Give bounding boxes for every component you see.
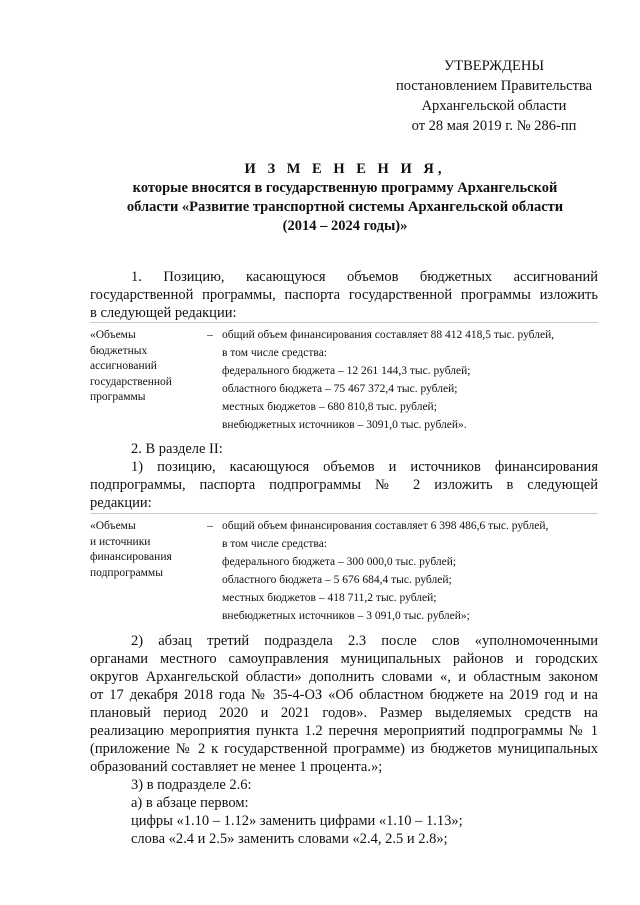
item3-line1: цифры «1.10 – 1.12» заменить цифрами «1.10 – 1.13»; (131, 813, 463, 829)
paragraph-line: 1. Позицию, касающуюся объемов бюджетных ассигнований (131, 269, 598, 285)
paragraph-line: (приложение № 2 к государственной программе) из бюджетов муниципальных (90, 741, 598, 757)
paragraph-line: в следующей редакции: (90, 305, 237, 321)
section2-title: 2. В разделе II: (131, 441, 223, 457)
paragraph-line: государственной программы, паспорта государственной программы изложить (90, 287, 598, 303)
table1-dash: – (207, 329, 213, 341)
table1-left-line: «Объемы (90, 329, 136, 341)
approval-line: постановлением Правительства (395, 78, 593, 94)
table2-left-line: подпрограммы (90, 566, 163, 579)
table2-right-line: областного бюджета – 5 676 684,4 тыс. рублей; (222, 574, 452, 586)
approval-line: Архангельской области (421, 98, 567, 114)
item3-title: 3) в подразделе 2.6: (131, 777, 252, 793)
paragraph-line: округов Архангельской области» дополнить словами «, и областным законом (90, 669, 598, 685)
document-heading (90, 160, 600, 236)
approval-line: от 28 мая 2019 г. № 286-пп (411, 118, 577, 134)
heading-line: области «Развитие транспортной системы Архангельской области (126, 199, 564, 215)
table2-funding (90, 519, 598, 627)
table1-funding (90, 328, 598, 436)
table2-left-line: и источники (90, 535, 151, 548)
table2-right-line: внебюджетных источников – 3 091,0 тыс. рублей»; (222, 610, 470, 622)
paragraph-line: подпрограммы, паспорта подпрограммы № 2 изложить в следующей (90, 477, 598, 493)
table2-right-cell (222, 519, 598, 627)
table1-left-line: государственной (90, 375, 172, 388)
paragraph-line: 2) абзац третий подраздела 2.3 после слов «уполномоченными (131, 633, 598, 649)
table1-top-rule (90, 322, 598, 323)
paragraph-line: образований составляет не менее 1 процента.»; (90, 759, 383, 775)
table1-right-line: областного бюджета – 75 467 372,4 тыс. рублей; (222, 383, 458, 395)
table2-right-line: в том числе средства: (222, 538, 327, 550)
table1-right-line: местных бюджетов – 680 810,8 тыс. рублей; (222, 401, 437, 413)
table2-right-line: местных бюджетов – 418 711,2 тыс. рублей; (222, 592, 437, 604)
table2-right-line: общий объем финансирования составляет 6 398 486,6 тыс. рублей, (222, 520, 549, 532)
paragraph-line: реализацию мероприятия пункта 1.2 перечня мероприятий подпрограммы № 1 (90, 723, 598, 739)
heading-title: И З М Е Н Е Н И Я, (244, 161, 446, 177)
table2-dash: – (207, 520, 213, 532)
table2-left-cell (90, 519, 198, 627)
item3-line2: слова «2.4 и 2.5» заменить словами «2.4, 2.5 и 2.8»; (131, 831, 448, 847)
table2-top-rule (90, 513, 598, 514)
table1-right-line: федерального бюджета – 12 261 144,3 тыс. рублей; (222, 365, 471, 377)
paragraph-line: от 17 декабря 2018 года № 35-4-ОЗ «Об областном бюджете на 2019 год и на (90, 687, 598, 703)
paragraph-line: редакции: (90, 495, 152, 511)
paragraph-line: органами местного самоуправления муниципальных районов и городских (90, 651, 598, 667)
item3-sub-a: а) в абзаце первом: (131, 795, 249, 811)
table1-left-line: программы (90, 391, 146, 403)
heading-line: которые вносятся в государственную программу Архангельской (132, 180, 558, 196)
table2-left-line: «Объемы (90, 520, 136, 532)
table1-right-line: общий объем финансирования составляет 88 412 418,5 тыс. рублей, (222, 329, 555, 341)
approval-line: УТВЕРЖДЕНЫ (443, 58, 545, 74)
approval-block (383, 56, 605, 136)
section2-item1 (90, 458, 598, 512)
table1-right-line: внебюджетных источников – 3091,0 тыс. рублей». (222, 419, 467, 431)
table1-right-line: в том числе средства: (222, 347, 327, 359)
table1-left-cell (90, 328, 198, 436)
table1-right-cell (222, 328, 598, 436)
table1-left-line: бюджетных (90, 344, 148, 357)
table2-right-line: федерального бюджета – 300 000,0 тыс. рублей; (222, 556, 457, 568)
table1-left-line: ассигнований (90, 360, 157, 372)
section1-paragraph (90, 268, 598, 322)
table2-left-line: финансирования (90, 551, 172, 563)
paragraph-line: плановый период 2020 и 2021 годов». Размер выделяемых средств на (90, 705, 598, 721)
paragraph-line: 1) позицию, касающуюся объемов и источников финансирования (131, 459, 598, 475)
heading-line: (2014 – 2024 годы)» (282, 218, 408, 234)
section2-item2 (90, 632, 598, 776)
